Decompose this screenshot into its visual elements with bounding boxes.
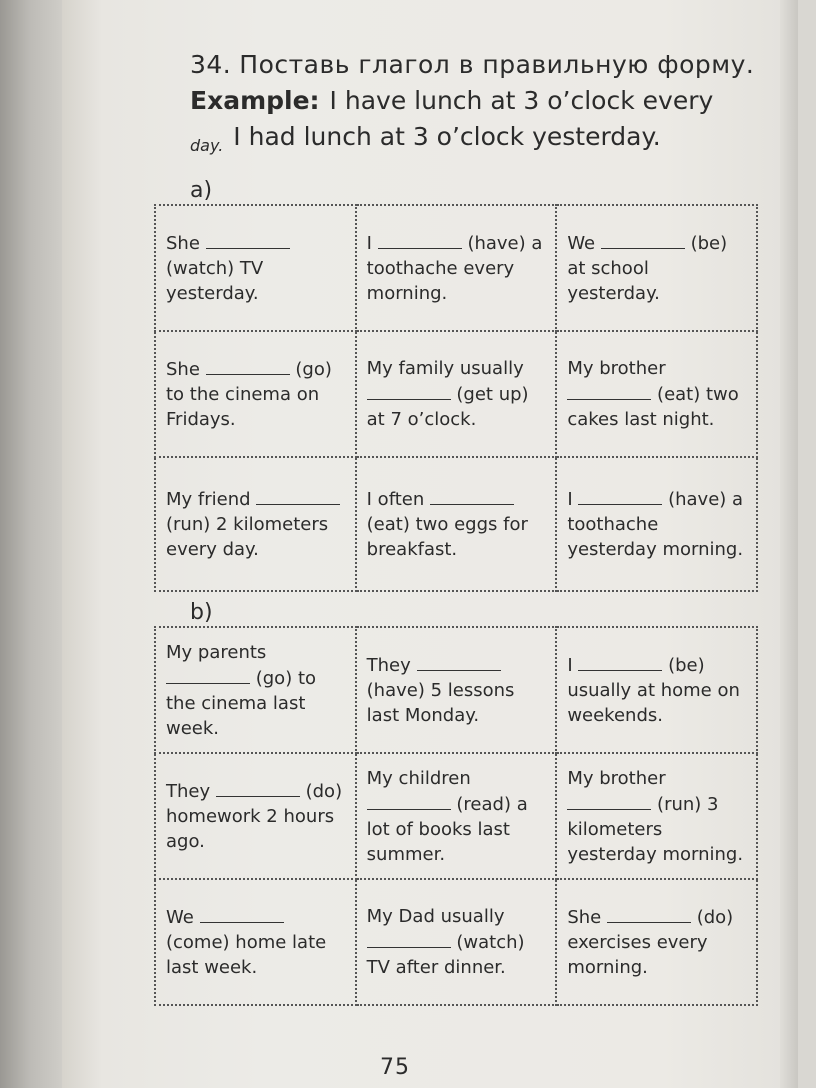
example-line-1: I have lunch at 3 o’clock every	[329, 86, 714, 115]
example-block	[132, 83, 772, 158]
table-row	[155, 331, 757, 457]
task-heading	[132, 50, 772, 79]
exercise-cell: My Dad usually (watch) TV after dinner.	[356, 879, 557, 1005]
exercise-cell: I often (eat) two eggs for breakfast.	[356, 457, 557, 591]
exercise-cell: She (do) exercises every morning.	[556, 879, 757, 1005]
table-row	[155, 205, 757, 331]
answer-blank[interactable]	[166, 665, 250, 684]
table-row	[155, 879, 757, 1005]
exercise-cell: My brother (eat) two cakes last night.	[556, 331, 757, 457]
exercise-cell: My friend (run) 2 kilometers every day.	[155, 457, 356, 591]
example-label: Example:	[190, 86, 320, 115]
book-spine-shadow	[0, 0, 62, 1088]
exercise-cell: My children (read) a lot of books last summer.	[356, 753, 557, 879]
exercise-cell: They (do) homework 2 hours ago.	[155, 753, 356, 879]
exercise-cell: We (be) at school yesterday.	[556, 205, 757, 331]
answer-blank[interactable]	[430, 486, 514, 505]
exercise-table-a	[154, 204, 758, 592]
section-a-label: a)	[190, 178, 213, 203]
answer-blank[interactable]	[578, 652, 662, 671]
book-page	[62, 0, 798, 1088]
exercise-cell: I (have) a toothache every morning.	[356, 205, 557, 331]
exercise-cell: My parents (go) to the cinema last week.	[155, 627, 356, 753]
answer-blank[interactable]	[417, 652, 501, 671]
exercise-cell: I (have) a toothache yesterday morning.	[556, 457, 757, 591]
exercise-cell: They (have) 5 lessons last Monday.	[356, 627, 557, 753]
section-b-label: b)	[190, 600, 213, 625]
table-row	[155, 753, 757, 879]
answer-blank[interactable]	[200, 904, 284, 923]
handwritten-day: day.	[190, 136, 224, 155]
answer-blank[interactable]	[367, 929, 451, 948]
answer-blank[interactable]	[601, 230, 685, 249]
answer-blank[interactable]	[567, 791, 651, 810]
page-number: 75	[380, 1055, 410, 1080]
page-content	[132, 50, 772, 1006]
exercise-cell: We (come) home late last week.	[155, 879, 356, 1005]
exercise-cell: My family usually (get up) at 7 o’clock.	[356, 331, 557, 457]
answer-blank[interactable]	[367, 791, 451, 810]
table-row	[155, 627, 757, 753]
answer-blank[interactable]	[367, 381, 451, 400]
answer-blank[interactable]	[378, 230, 462, 249]
table-row	[155, 457, 757, 591]
exercise-cell: She (watch) TV yesterday.	[155, 205, 356, 331]
answer-blank[interactable]	[206, 230, 290, 249]
answer-blank[interactable]	[206, 356, 290, 375]
answer-blank[interactable]	[256, 486, 340, 505]
answer-blank[interactable]	[578, 486, 662, 505]
answer-blank[interactable]	[567, 381, 651, 400]
answer-blank[interactable]	[607, 904, 691, 923]
task-number: 34.	[190, 50, 232, 79]
example-line-2: I had lunch at 3 o’clock yesterday.	[233, 122, 661, 151]
answer-blank[interactable]	[216, 778, 300, 797]
exercise-table-b	[154, 626, 758, 1006]
exercise-cell: She (go) to the cinema on Fridays.	[155, 331, 356, 457]
task-title: Поставь глагол в правильную форму.	[239, 50, 755, 79]
page-edge	[780, 0, 798, 1088]
exercise-cell: I (be) usually at home on weekends.	[556, 627, 757, 753]
exercise-cell: My brother (run) 3 kilometers yesterday morning.	[556, 753, 757, 879]
